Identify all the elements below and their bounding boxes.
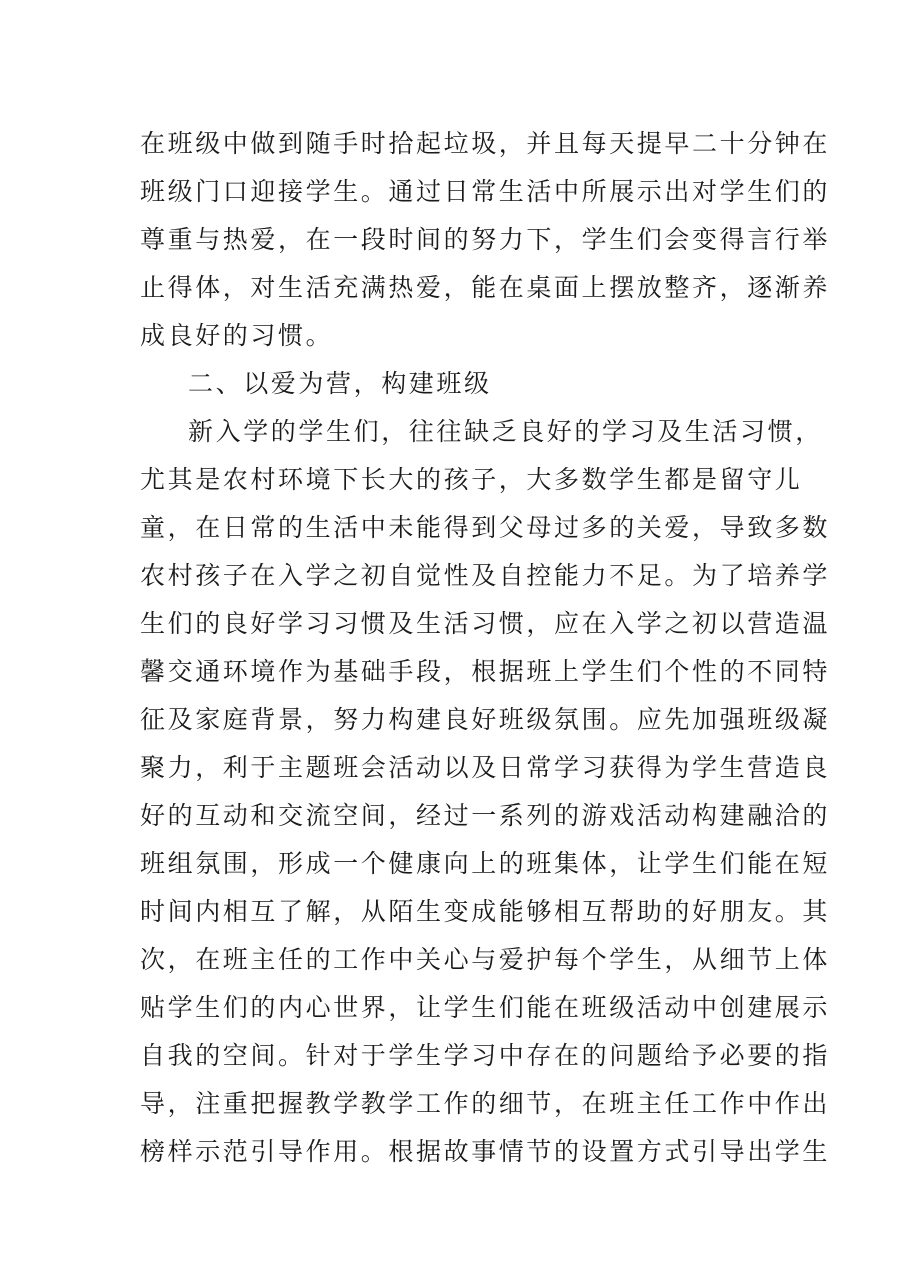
text-line: 农村孩子在入学之初自觉性及自控能力不足。为了培养学 <box>140 561 831 590</box>
text-line: 止得体，对生活充满热爱，能在桌面上摆放整齐，逐渐养 <box>140 273 831 302</box>
text-line: 征及家庭背景，努力构建良好班级氛围。应先加强班级凝 <box>140 705 831 734</box>
text-line: 班级门口迎接学生。通过日常生活中所展示出对学生们的 <box>140 177 831 206</box>
text-line: 自我的空间。针对于学生学习中存在的问题给予必要的指 <box>140 1041 831 1070</box>
text-line: 新入学的学生们，往往缺乏良好的学习及生活习惯， <box>188 417 823 446</box>
text-line: 时间内相互了解，从陌生变成能够相互帮助的好朋友。其 <box>140 897 831 926</box>
text-line: 好的互动和交流空间，经过一系列的游戏活动构建融洽的 <box>140 801 831 830</box>
text-line: 尤其是农村环境下长大的孩子，大多数学生都是留守儿 <box>140 465 803 494</box>
text-line: 成良好的习惯。 <box>140 321 334 350</box>
text-line: 导，注重把握教学教学工作的细节，在班主任工作中作出 <box>140 1089 831 1118</box>
text-line: 班组氛围，形成一个健康向上的班集体，让学生们能在短 <box>140 849 831 878</box>
text-line: 榜样示范引导作用。根据故事情节的设置方式引导出学生 <box>140 1137 831 1166</box>
text-line: 贴学生们的内心世界，让学生们能在班级活动中创建展示 <box>140 993 831 1022</box>
text-line: 在班级中做到随手时拾起垃圾，并且每天提早二十分钟在 <box>140 129 831 158</box>
section-heading: 二、以爱为营，构建班级 <box>188 369 492 398</box>
text-line: 童，在日常的生活中未能得到父母过多的关爱，导致多数 <box>140 513 831 542</box>
text-line: 馨交通环境作为基础手段，根据班上学生们个性的不同特 <box>140 657 831 686</box>
text-line: 尊重与热爱，在一段时间的努力下，学生们会变得言行举 <box>140 225 831 254</box>
text-line: 次，在班主任的工作中关心与爱护每个学生，从细节上体 <box>140 945 831 974</box>
text-line: 生们的良好学习习惯及生活习惯，应在入学之初以营造温 <box>140 609 831 638</box>
text-line: 聚力，利于主题班会活动以及日常学习获得为学生营造良 <box>140 753 831 782</box>
